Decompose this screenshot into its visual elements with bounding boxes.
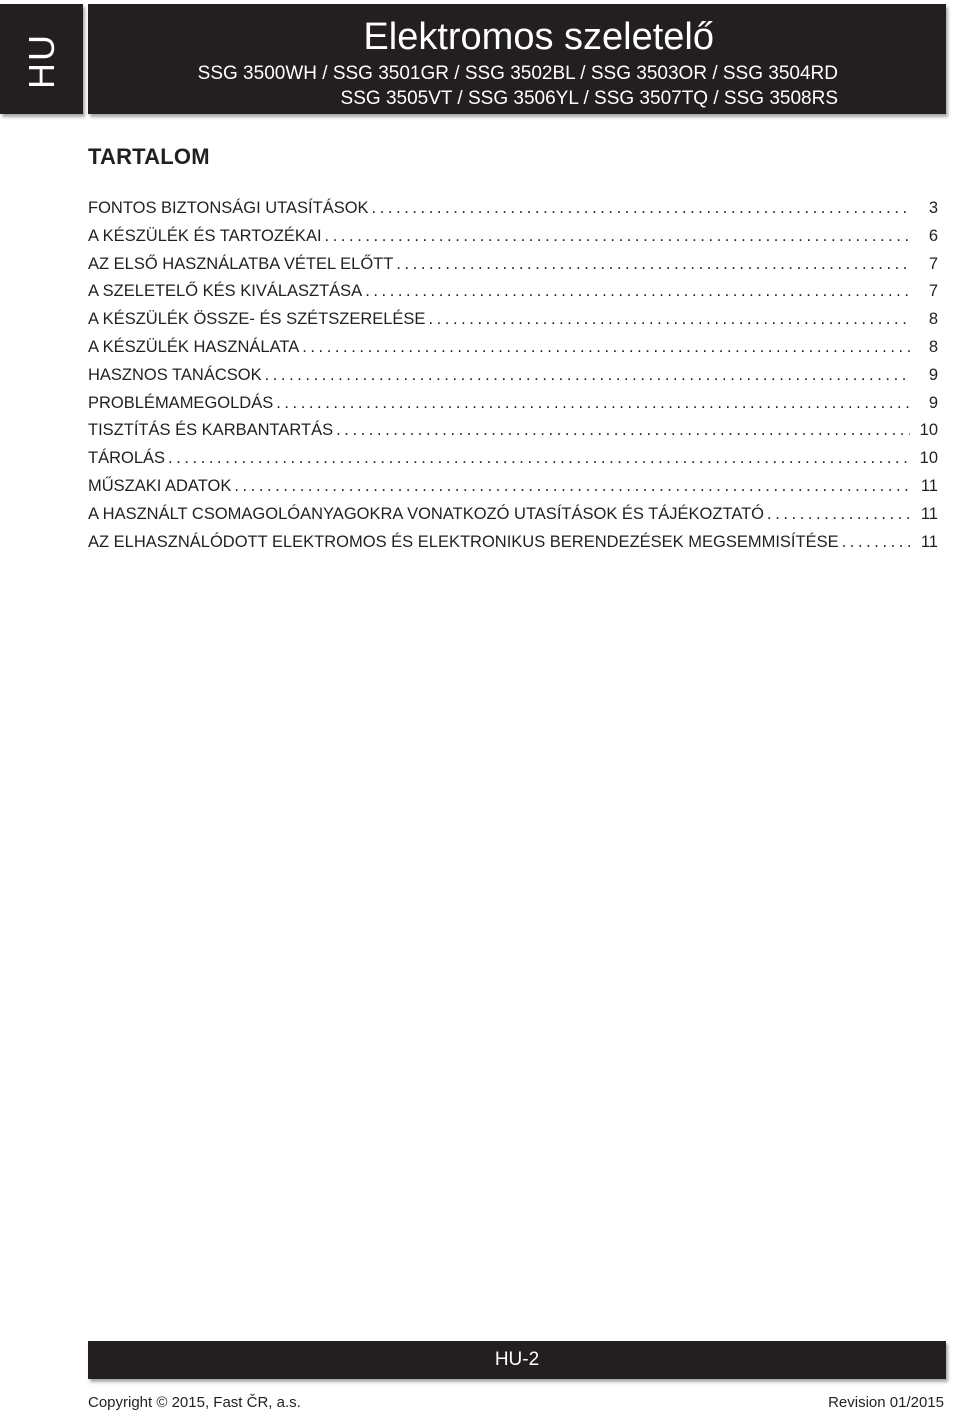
model-line-2: SSG 3505VT / SSG 3506YL / SSG 3507TQ / SSG 3508RS (340, 88, 838, 109)
toc-dot-leader (336, 417, 910, 445)
toc-entry-page: 7 (928, 254, 938, 273)
toc-entry[interactable] (88, 195, 938, 223)
toc-entry-label: PROBLÉMAMEGOLDÁS (88, 393, 274, 412)
toc-entry-page: 11 (920, 532, 938, 551)
header-bar (88, 4, 946, 114)
toc-dot-leader (767, 501, 910, 529)
section-title: TARTALOM (88, 144, 210, 169)
toc-entry[interactable] (88, 362, 938, 390)
toc-entry-page: 11 (920, 476, 938, 495)
toc-dot-leader (168, 445, 910, 473)
model-list (198, 61, 838, 111)
toc-entry-page: 3 (928, 199, 938, 217)
toc-dot-leader (396, 251, 910, 279)
toc-entry-page: 11 (920, 504, 938, 523)
page-number: HU-2 (494, 1349, 540, 1370)
toc-entry-label: AZ ELSŐ HASZNÁLATBA VÉTEL ELŐTT (88, 254, 394, 273)
revision-label: Revision 01/2015 (828, 1394, 944, 1411)
toc-entry[interactable] (88, 251, 938, 279)
toc-entry[interactable] (88, 501, 938, 529)
toc-entry-page: 9 (928, 365, 938, 384)
toc-entry-label: A SZELETELŐ KÉS KIVÁLASZTÁSA (88, 282, 363, 301)
toc-entry-label: A KÉSZÜLÉK ÖSSZE- ÉS SZÉTSZERELÉSE (88, 310, 426, 329)
toc-entry-page: 8 (928, 337, 938, 356)
toc-dot-leader (276, 390, 910, 418)
toc-dot-leader (372, 195, 910, 223)
toc-entry-label: TISZTÍTÁS ÉS KARBANTARTÁS (88, 421, 334, 440)
toc-dot-leader (325, 223, 910, 251)
toc-entry[interactable] (88, 529, 938, 557)
language-tab (0, 4, 83, 114)
footer-bar (88, 1341, 946, 1379)
toc-dot-leader (302, 334, 910, 362)
toc-entry[interactable] (88, 445, 938, 473)
toc-entry[interactable] (88, 278, 938, 306)
toc-entry-page: 8 (928, 310, 938, 329)
toc-entry-page: 10 (919, 421, 938, 440)
toc-entry[interactable] (88, 334, 938, 362)
toc-entry-label: A KÉSZÜLÉK HASZNÁLATA (88, 337, 300, 356)
toc-dot-leader (428, 306, 910, 334)
toc-dot-leader (842, 529, 910, 557)
toc-entry-label: TÁROLÁS (88, 449, 166, 468)
toc-entry-page: 10 (919, 449, 938, 468)
toc-entry[interactable] (88, 417, 938, 445)
toc-entry-label: AZ ELHASZNÁLÓDOTT ELEKTROMOS ÉS ELEKTRONIKUS BERENDEZÉSEK MEGSEMMISÍTÉSE (88, 532, 839, 551)
toc-entry-label: FONTOS BIZTONSÁGI UTASÍTÁSOK (88, 199, 369, 217)
toc-dot-leader (365, 278, 910, 306)
toc-entry-label: A HASZNÁLT CSOMAGOLÓANYAGOKRA VONATKOZÓ UTASÍTÁSOK ÉS TÁJÉKOZTATÓ (88, 504, 765, 523)
model-line-1: SSG 3500WH / SSG 3501GR / SSG 3502BL / SSG 3503OR / SSG 3504RD (197, 63, 838, 84)
toc-entry-page: 9 (928, 393, 938, 412)
toc-dot-leader (265, 362, 910, 390)
toc-entry[interactable] (88, 473, 938, 501)
toc-entry[interactable] (88, 390, 938, 418)
toc-entry-page: 7 (928, 282, 938, 301)
toc-entry-label: MŰSZAKI ADATOK (88, 476, 232, 495)
table-of-contents (88, 195, 938, 556)
toc-entry[interactable] (88, 223, 938, 251)
language-code: HU (21, 33, 62, 89)
toc-dot-leader (234, 473, 910, 501)
copyright-notice: Copyright © 2015, Fast ČR, a.s. (88, 1394, 301, 1411)
toc-entry-label: A KÉSZÜLÉK ÉS TARTOZÉKAI (88, 226, 322, 245)
toc-entry[interactable] (88, 306, 938, 334)
document-title: Elektromos szeletelő (363, 16, 714, 58)
toc-entry-page: 6 (928, 226, 938, 245)
toc-entry-label: HASZNOS TANÁCSOK (88, 365, 262, 384)
